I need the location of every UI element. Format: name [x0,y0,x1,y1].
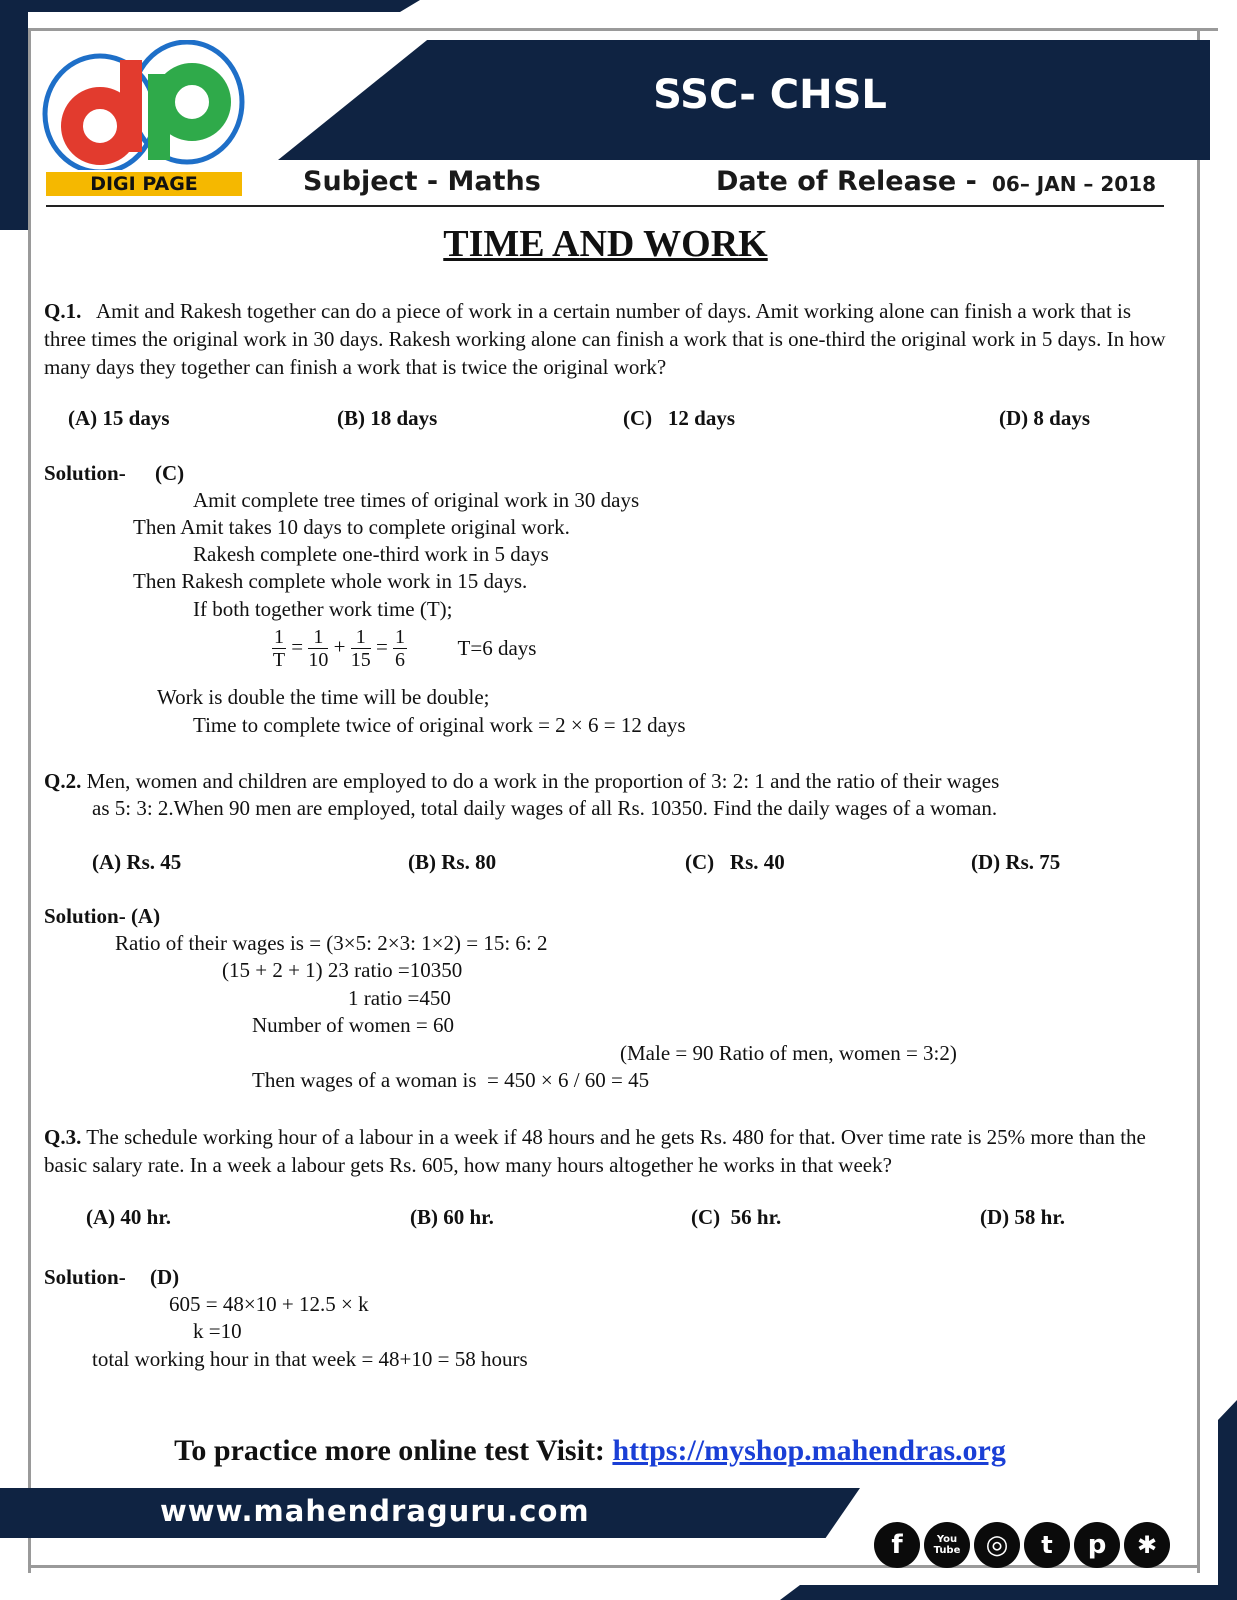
logo-p-bowl [164,74,220,130]
q3-solution-line: 605 = 48×10 + 12.5 × k [169,1292,369,1316]
q2-option-d: (D) Rs. 75 [971,850,1061,874]
pinterest-icon[interactable]: p [1074,1522,1120,1568]
header-divider [46,205,1164,207]
digi-page-logo [42,40,248,170]
q1-solution-line: Then Amit takes 10 days to complete original work. [133,515,570,539]
question-1-label: Q.1. [44,299,82,323]
fraction: $\frac{1}{15}$ [350,626,371,671]
q2-solution-line: Ratio of their wages is = (3×5: 2×3: 1×2) = 15: 6: 2 [115,931,548,955]
release-date: 06– JAN – 2018 [992,172,1157,196]
q2-option-a: (A) Rs. 45 [92,850,182,874]
q3-solution-line: total working hour in that week = 48+10 = 58 hours [92,1347,528,1371]
question-3-label: Q.3. [44,1125,82,1149]
instagram-icon[interactable]: ◎ [974,1522,1020,1568]
equals-sign: = [291,634,304,659]
q2-option-c: (C) Rs. 40 [685,850,785,874]
q3-solution-line: k =10 [193,1319,242,1343]
q3-option-c: (C) 56 hr. [691,1205,782,1229]
q3-solution-answer: (D) [150,1265,180,1289]
fraction: $\frac{1}{10}$ [308,626,329,671]
website-url[interactable]: www.mahendraguru.com [160,1494,590,1528]
plus-sign: + [333,634,346,659]
logo-d-stem [120,60,142,152]
q2-solution-line: Then wages of a woman is = 450 × 6 / 60 = 45 [252,1068,650,1092]
q3-solution-label: Solution- [44,1265,126,1289]
practice-line [0,1434,1180,1468]
q1-solution-line: Rakesh complete one-third work in 5 days [193,542,549,566]
release-label: Date of Release - [716,166,977,197]
q1-solution-line: Amit complete tree times of original work in 30 days [193,488,640,512]
q2-solution-label: Solution- (A) [44,904,161,928]
youtube-icon[interactable]: You Tube [924,1522,970,1568]
q2-option-b: (B) Rs. 80 [408,850,497,874]
q1-solution-line: Time to complete twice of original work = 2 × 6 = 12 days [193,713,686,737]
question-2-label: Q.2. [44,769,82,793]
q3-option-b: (B) 60 hr. [410,1205,494,1229]
subject-label: Subject - Maths [303,166,541,197]
question-2 [44,767,1169,795]
question-2-text-line-2: as 5: 3: 2.When 90 men are employed, total daily wages of all Rs. 10350. Find the daily wages of a woman. [92,796,998,820]
q1-option-d: (D) 8 days [999,406,1091,430]
q1-solution-line: Work is double the time will be double; [157,685,490,709]
page-title: TIME AND WORK [443,223,768,265]
q1-option-a: (A) 15 days [68,406,170,430]
q2-solution-line: 1 ratio =450 [348,986,451,1010]
q1-option-c: (C) 12 days [623,406,736,430]
q1-option-b: (B) 18 days [337,406,438,430]
question-3 [44,1123,1169,1179]
q2-solution-line: Number of women = 60 [252,1013,454,1037]
q3-option-d: (D) 58 hr. [980,1205,1065,1229]
practice-text: To practice more online test Visit: [174,1434,605,1467]
q3-option-a: (A) 40 hr. [86,1205,171,1229]
equation-result: T=6 days [457,636,537,660]
facebook-icon[interactable]: f [874,1522,920,1568]
practice-link[interactable]: https://myshop.mahendras.org [612,1434,1006,1467]
question-1 [44,297,1169,381]
q1-solution-line: Then Rakesh complete whole work in 15 days. [133,569,528,593]
logo-label: DIGI PAGE [46,172,242,196]
question-3-text: The schedule working hour of a labour in a week if 48 hours and he gets Rs. 480 for that. Over time rate is 25% more than the basic salary rate. In a week a labour gets Rs. 605, how many hours altogether he works in that week? [44,1125,1146,1177]
q2-solution-line: (Male = 90 Ratio of men, women = 3:2) [620,1041,957,1065]
logo-p-stem [148,74,170,160]
logo-d-bowl [72,98,128,154]
fraction: $\frac{1}{T}$ [272,626,286,671]
equals-sign: = [375,634,388,659]
fraction: $\frac{1}{6}$ [395,626,406,671]
q1-solution-answer: (C) [155,461,185,485]
q2-solution-line: (15 + 2 + 1) 23 ratio =10350 [222,958,463,982]
twitter-icon[interactable]: t [1024,1522,1070,1568]
question-1-text: Amit and Rakesh together can do a piece of work in a certain number of days. Amit working alone can finish a work that is three times the original work in 30 days. Rakesh working alone can finish a work that is one-third the original work in 5 days. In how many days they together can finish a work that is twice the original work? [44,299,1166,379]
q1-solution-label: Solution- [44,461,126,485]
android-icon[interactable]: ✱ [1124,1522,1170,1568]
question-2-text-line-1: Men, women and children are employed to do a work in the proportion of 3: 2: 1 and the ratio of their wages [86,769,1000,793]
q1-solution-line: If both together work time (T); [193,597,453,621]
exam-title: SSC- CHSL [653,72,887,118]
q1-equation [272,626,536,671]
